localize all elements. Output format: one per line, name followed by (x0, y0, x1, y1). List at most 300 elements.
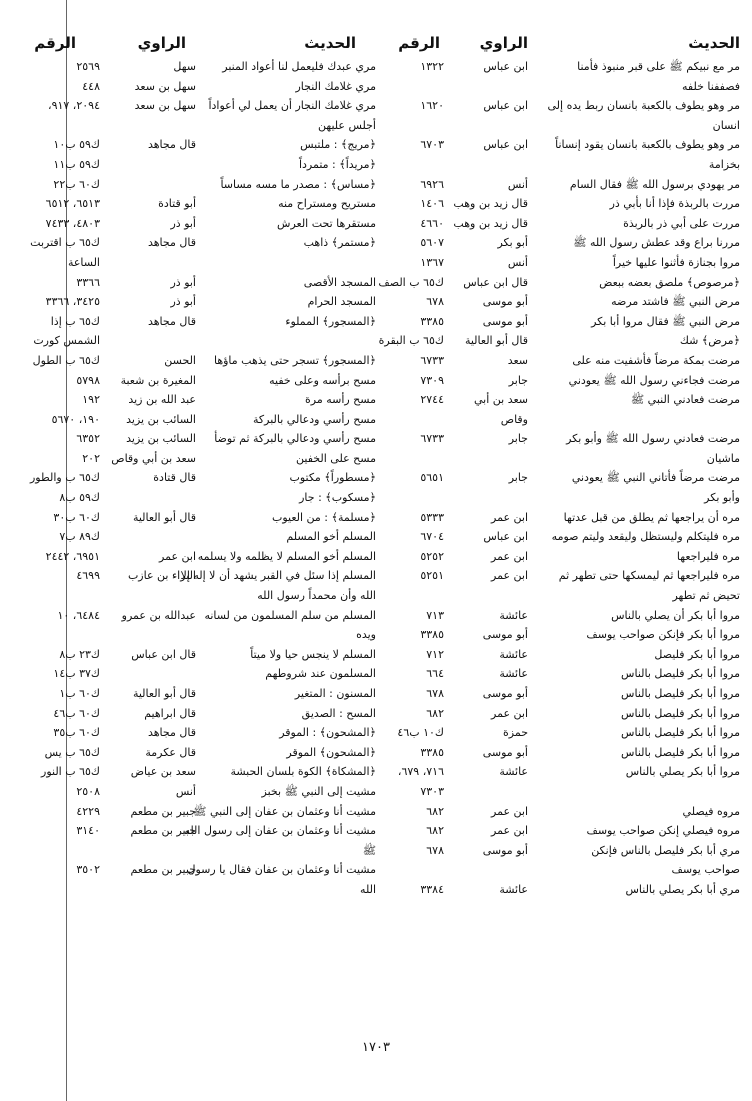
narrator: سهل (173, 60, 196, 73)
narrator: سهل بن سعد (134, 99, 196, 113)
index-entry (2, 881, 376, 901)
narrator: أبو ذر (170, 216, 196, 230)
narrator: وقاص (500, 412, 528, 426)
reference-number: ٣٣٨٤ (420, 882, 444, 896)
hadith-text: المسلم لا ينجس حيا ولا ميتاً (250, 647, 376, 661)
hadith-text: ﴿مسطوراً﴾ مكتوب (289, 471, 376, 485)
index-entry (378, 156, 740, 176)
index-entry (2, 469, 376, 489)
reference-number: ٤٢٢٩ (76, 804, 100, 818)
hadith-text: الله (360, 882, 376, 896)
hadith-text: مسح على الخفين (296, 451, 376, 465)
index-entry (2, 117, 376, 137)
left-column (2, 30, 376, 901)
narrator: أبو موسى (482, 628, 528, 642)
hadith-text: صواحب يوسف (671, 863, 740, 877)
index-entry (378, 783, 740, 803)
hadith-text: مروا أبا بكر فليصل (654, 647, 740, 661)
reference-number: ٦٧٨ (426, 295, 444, 309)
narrator: ابن عمر (491, 706, 528, 720)
reference-number: ٣١٤٠ (76, 824, 100, 838)
hadith-text: مسح رأسه مرة (304, 393, 376, 407)
narrator: ابن عمر (491, 549, 528, 563)
hadith-text: مري غلامك النجار (295, 79, 376, 93)
index-entry (378, 763, 740, 783)
hadith-text: مرض النبي ﷺ فاشتد مرضه (611, 295, 740, 309)
index-entry (378, 842, 740, 862)
hadith-text: وأبو بكر (704, 491, 740, 505)
index-entry (2, 391, 376, 411)
page-number: ١٧٠٣ (362, 1040, 390, 1055)
index-entry (2, 234, 376, 254)
index-entry (378, 254, 740, 274)
index-entry (2, 861, 376, 881)
reference-number: ٥٣٣٣ (420, 510, 444, 524)
hadith-text: مشيت إلى النبي ﷺ بخبز (261, 784, 376, 798)
hadith-text: المسلم من سلم المسلمون من لسانه (204, 608, 376, 622)
index-entry (2, 97, 376, 117)
index-entry (378, 685, 740, 705)
reference-number: ٦٧٠٤ (420, 530, 444, 544)
narrator: قال مجاهد (147, 314, 196, 328)
index-entry (2, 783, 376, 803)
reference-number: ٧١٣ (426, 608, 444, 622)
index-entry (2, 528, 376, 548)
hadith-text: مروا أبا بكر أن يصلي بالناس (611, 608, 740, 622)
narrator: ابن عباس (483, 60, 528, 73)
reference-number: ٢٠٢ (82, 451, 100, 465)
hadith-text: مرض النبي ﷺ فقال مروا أبا بكر (591, 314, 740, 328)
hadith-text: ﴿المشحون﴾ : الموقر (279, 726, 376, 740)
index-entry (2, 372, 376, 392)
index-entry (2, 626, 376, 646)
narrator: جبير بن مطعم (130, 824, 196, 838)
index-entry (2, 489, 376, 509)
hadith-text: مروا أبا بكر فإنكن صواحب يوسف (586, 628, 740, 642)
narrator: سعد بن عياض (130, 765, 196, 779)
hadith-text: المسجد الأقصى (303, 275, 376, 289)
reference-number: ٦٩٢٦ (420, 177, 444, 191)
index-entry (378, 705, 740, 725)
index-entry (378, 528, 740, 548)
reference-number: ٢٥٠٨ (76, 784, 100, 798)
index-entry (2, 136, 376, 156)
hadith-text: المسلمون عند شروطهم (265, 667, 376, 681)
index-entry (378, 430, 740, 450)
narrator: ابن عمر (491, 804, 528, 818)
header-rawi: الراوي (137, 34, 186, 52)
hadith-text: ﴿المسجور﴾ المملوء (285, 314, 376, 328)
hadith-text: ﴿مرصوص﴾ ملصق بعضه ببعض (599, 275, 740, 289)
hadith-text: ﴿مريداً﴾ : متمرداً (298, 157, 376, 171)
hadith-text: مشيت أنا وعثمان بن عفان إلى رسول الله (184, 824, 376, 838)
narrator: سهل بن سعد (134, 79, 196, 93)
index-entry (378, 97, 740, 117)
narrator: قال مجاهد (147, 138, 196, 152)
reference-number: ك٦٥ ب والطور (30, 471, 100, 485)
hadith-text: ماشيان (706, 451, 740, 465)
hadith-text: مسح رأسي ودعالي بالبركة ثم توضأ (214, 432, 376, 446)
header-hadith: الحديث (304, 34, 356, 52)
reference-number: ٦٦٤ (426, 667, 444, 681)
index-entry (2, 587, 376, 607)
reference-number: ٤٦٦٠ (420, 216, 444, 230)
index-entry (378, 881, 740, 901)
hadith-text: مسح رأسي ودعالي بالبركة (253, 412, 376, 426)
index-entry (378, 469, 740, 489)
reference-number: ٦٧٨ (426, 687, 444, 700)
narrator: أبو قتادة (158, 197, 196, 211)
reference-number: ٣٣٨٥ (420, 628, 444, 642)
reference-number: ١٣٢٢ (420, 60, 444, 73)
hadith-text: ﴿المشكاة﴾ الكوة بلسان الحبشة (230, 765, 376, 779)
index-entry (378, 313, 740, 333)
index-entry (2, 215, 376, 235)
index-entry (2, 607, 376, 627)
narrator: قال عكرمة (145, 745, 196, 759)
index-entry (378, 411, 740, 431)
hadith-text: مروا أبا بكر فليصل بالناس (621, 726, 740, 740)
narrator: قال قتادة (153, 471, 196, 485)
reference-number: ٥٦٠٧ (420, 236, 444, 250)
index-entry (378, 293, 740, 313)
reference-number: ٦٤٨٤، ١٠ (57, 608, 100, 622)
index-entry (378, 58, 740, 78)
reference-number: ك٦٥ ب البقرة (378, 334, 444, 348)
narrator: السائب بن يزيد (126, 412, 196, 426)
index-entry (2, 665, 376, 685)
index-entry (378, 391, 740, 411)
reference-number: ٦٨٢ (426, 824, 444, 838)
reference-number: ٧٣٠٩ (420, 373, 444, 387)
narrator: عبدالله بن عمرو (121, 608, 196, 622)
index-entry (2, 842, 376, 862)
index-entry (378, 117, 740, 137)
hadith-text: مروا أبا بكر فليصل بالناس (621, 687, 740, 700)
narrator: السائب بن يزيد (126, 432, 196, 446)
narrator: أنس (507, 255, 528, 269)
narrator: أبو موسى (482, 745, 528, 759)
hadith-text: مره فليراجعها ثم ليمسكها حتى تطهر ثم (558, 569, 740, 583)
hadith-text: مر يهودي برسول الله ﷺ فقال السام (569, 177, 740, 191)
reference-number: ٥٧٩٨ (76, 373, 100, 387)
hadith-text: مروا أبا بكر فليصل بالناس (621, 706, 740, 720)
reference-number: ك٦٥ ب اقتربت (30, 236, 100, 250)
reference-number: ٧٣٠٣ (420, 784, 444, 798)
narrator: قال أبو العالية (132, 687, 196, 700)
index-entry (2, 430, 376, 450)
index-entry (2, 254, 376, 274)
narrator: قال ابراهيم (144, 706, 196, 720)
narrator: قال أبو العالية (132, 510, 196, 524)
index-entry (2, 724, 376, 744)
index-entry (378, 646, 740, 666)
reference-number: ٥٢٥٢ (420, 549, 444, 563)
narrator: ابن عباس (483, 530, 528, 544)
left-column-header (2, 30, 376, 58)
narrator: جابر (508, 471, 528, 485)
narrator: سعد بن أبي (473, 393, 528, 407)
narrator: سعد بن أبي وقاص (111, 451, 196, 465)
hadith-text: مر وهو يطوف بالكعبة بانسان ربط يده إلى (547, 99, 740, 113)
index-entry (378, 352, 740, 372)
narrator: البراء بن عازب (127, 569, 196, 583)
index-entry (2, 705, 376, 725)
header-raqm: الرقم (398, 34, 440, 52)
hadith-text: مره فليتكلم وليستظل وليقعد وليتم صومه (551, 530, 740, 544)
narrator: جابر (508, 373, 528, 387)
narrator: عائشة (499, 667, 528, 681)
narrator: ابن عمر (491, 824, 528, 838)
narrator: أبو موسى (482, 314, 528, 328)
index-entry (2, 313, 376, 333)
left-rows (2, 58, 376, 901)
reference-number: ٦٧٠٣ (420, 138, 444, 152)
index-entry (2, 646, 376, 666)
hadith-text: مشيت أنا وعثمان بن عفان فقال يا رسول (187, 863, 376, 877)
reference-number: ٦٨٢ (426, 804, 444, 818)
hadith-text: الله وأن محمداً رسول الله (257, 589, 376, 603)
hadith-text: مررنا براع وقد عطش رسول الله ﷺ (573, 236, 740, 250)
narrator: جبير بن مطعم (130, 804, 196, 818)
narrator: عبد الله بن زيد (128, 393, 196, 407)
header-rawi: الراوي (479, 34, 528, 52)
hadith-text: مستريح ومستراح منه (278, 197, 376, 211)
hadith-text: مررت بالربذة فإذا أنا بأبي ذر (609, 197, 740, 211)
narrator: قال مجاهد (147, 236, 196, 250)
hadith-text: ﴿مساس﴾ : مصدر ما مسه مساساً (220, 177, 376, 191)
index-entry (2, 567, 376, 587)
hadith-text: ﴿مسلمة﴾ : من العيوب (271, 510, 376, 524)
index-entry (2, 78, 376, 98)
index-entry (2, 274, 376, 294)
index-entry (378, 78, 740, 98)
index-entry (378, 822, 740, 842)
index-entry (378, 372, 740, 392)
reference-number: ١٦٢٠ (420, 99, 444, 113)
narrator: أبو بكر (497, 236, 528, 250)
index-entry (378, 724, 740, 744)
reference-number: ك٥٩ ب٨ (59, 491, 100, 505)
reference-number: ٤٦٩٩ (76, 569, 100, 583)
narrator: جابر (508, 432, 528, 446)
hadith-text: بخزامة (708, 157, 740, 171)
reference-number: الساعة (67, 255, 100, 269)
hadith-text: مر مع نبيكم ﷺ على قبر منبوذ فأمنا (577, 60, 740, 73)
hadith-text: مري عبدك فليعمل لنا أعواد المنبر (222, 60, 376, 73)
hadith-text: مرضت فعادني النبي ﷺ (630, 393, 740, 407)
right-column (378, 30, 740, 901)
index-entry (2, 58, 376, 78)
narrator: أبو ذر (170, 295, 196, 309)
narrator: ابن عباس (483, 99, 528, 113)
reference-number: ك٥٩ ب١٠ (53, 138, 100, 152)
reference-number: ٤٨٠٣، ٧٤٣٣ (45, 216, 100, 230)
index-entry (2, 176, 376, 196)
reference-number: ٣٥٠٢ (76, 863, 100, 877)
hadith-text: المسجد الحرام (307, 295, 376, 309)
index-entry (378, 665, 740, 685)
hadith-text: ﴿المسجور﴾ تسجر حتى يذهب ماؤها (213, 353, 376, 367)
index-entry (378, 626, 740, 646)
reference-number: ك٦٥ ب إذا (50, 314, 100, 328)
reference-number: ك٦٠ ب٤٦ (53, 706, 100, 720)
narrator: قال ابن عباس (463, 275, 528, 289)
reference-number: ١٩٠، ٥٦٧٠ (51, 412, 100, 426)
hadith-text: مروه فيصلي (682, 804, 740, 818)
reference-number: ٦٧٣٣ (420, 353, 444, 367)
index-entry (2, 685, 376, 705)
narrator: سعد (507, 353, 528, 367)
hadith-text: المسلم إذا سئل في القبر يشهد أن لا إله إلا (180, 569, 376, 583)
index-entry (378, 450, 740, 470)
index-entry (378, 607, 740, 627)
reference-number: ك٣٧ ب١٤ (53, 667, 100, 681)
index-entry (378, 332, 740, 352)
reference-number: ك١٠ ب٤٦ (397, 726, 444, 740)
narrator: أنس (175, 784, 196, 798)
reference-number: ك٦٥ ب الطول (32, 353, 100, 367)
index-entry (378, 567, 740, 587)
narrator: قال مجاهد (147, 726, 196, 740)
reference-number: ٢٠٩٤، ٩١٧، (48, 99, 100, 113)
index-entry (378, 587, 740, 607)
hadith-text: مشيت أنا وعثمان بن عفان إلى النبي ﷺ (193, 804, 376, 818)
index-entry (2, 332, 376, 352)
hadith-text: ﴿مسكوب﴾ : جار (299, 491, 376, 505)
right-column-header (378, 30, 740, 58)
reference-number: ٦٩٥١، ٢٤٤٢ (45, 549, 100, 563)
narrator: عائشة (499, 765, 528, 779)
narrator: أنس (507, 177, 528, 191)
hadith-text: ﴿مرض﴾ شك (679, 334, 740, 348)
index-entry (378, 176, 740, 196)
hadith-text: المسح : الصديق (301, 706, 376, 720)
reference-number: ٦٧٣٣ (420, 432, 444, 446)
reference-number: ٦٨٢ (426, 706, 444, 720)
hadith-text: مرضت فجاءني رسول الله ﷺ يعودني (568, 373, 740, 387)
reference-number: ٥٦٥١ (420, 471, 444, 485)
reference-number: ك٦٠ ب١ (59, 687, 100, 700)
hadith-text: ﴿المشحون﴾ الموقر (286, 745, 376, 759)
hadith-text: ويده (356, 628, 376, 642)
reference-number: ٣٣٨٥ (420, 314, 444, 328)
reference-number: ١٤٠٦ (420, 197, 444, 211)
index-entry (2, 744, 376, 764)
hadith-text: مرضت مرضاً فأتاني النبي ﷺ يعودني (571, 471, 740, 485)
narrator: عائشة (499, 608, 528, 622)
hadith-text: مره فليراجعها (676, 549, 740, 563)
reference-number: ٣٣٦٦ (76, 275, 100, 289)
reference-number: ٣٣٨٥ (420, 745, 444, 759)
index-entry (2, 411, 376, 431)
hadith-text: مررت على أبي ذر بالربذة (623, 216, 740, 230)
hadith-text: انسان (712, 118, 740, 132)
index-entry (378, 215, 740, 235)
narrator: عائشة (499, 882, 528, 896)
index-entry (378, 136, 740, 156)
reference-number: ك٦٥ ب الصف (378, 275, 444, 289)
index-entry (2, 822, 376, 842)
index-entry (2, 156, 376, 176)
header-raqm: الرقم (34, 34, 76, 52)
hadith-text: ﴿مستمر﴾ ذاهب (303, 236, 376, 250)
index-entry (378, 509, 740, 529)
narrator: ابن عمر (159, 549, 196, 563)
reference-number: ك٦٥ ب النور (41, 765, 100, 779)
hadith-text: مروا أبا بكر يصلي بالناس (625, 765, 740, 779)
narrator: الحسن (164, 353, 196, 367)
narrator: قال ابن عباس (131, 647, 196, 661)
reference-number: ٥٢٥١ (420, 569, 444, 583)
index-entry (378, 234, 740, 254)
index-entry (378, 803, 740, 823)
hadith-text: تحيض ثم تطهر (672, 589, 740, 603)
index-entry (378, 861, 740, 881)
reference-number: ٧١٦، ٦٧٩، (397, 765, 444, 779)
narrator: عائشة (499, 647, 528, 661)
hadith-text: مروا أبا بكر فليصل بالناس (621, 667, 740, 681)
narrator: المغيرة بن شعبة (120, 373, 196, 387)
hadith-text: مسح برأسه وعلى خفيه (269, 373, 376, 387)
narrator: جبير بن مطعم (130, 863, 196, 877)
index-entry (2, 293, 376, 313)
header-hadith: الحديث (688, 34, 740, 52)
index-entry (2, 803, 376, 823)
index-entry (2, 509, 376, 529)
hadith-text: مروا أبا بكر فليصل بالناس (621, 745, 740, 759)
hadith-text: مره أن يراجعها ثم يطلق من قبل عدتها (563, 510, 740, 524)
narrator: ابن عمر (491, 510, 528, 524)
reference-number: ك٦٥ ب يس (44, 745, 100, 759)
index-entry (2, 352, 376, 372)
index-entry (378, 548, 740, 568)
index-entry (378, 274, 740, 294)
narrator: قال زيد بن وهب (453, 197, 528, 211)
index-entry (378, 489, 740, 509)
narrator: أبو موسى (482, 295, 528, 309)
reference-number: ك٦٠ ب٣٠ (53, 510, 100, 524)
hadith-text: أجلس عليهن (318, 118, 376, 132)
reference-number: ١٣٦٧ (420, 255, 444, 269)
reference-number: ك٢٣ ب٨ (59, 647, 100, 661)
hadith-text: مري أبا بكر فليصل بالناس فإنكن (591, 843, 740, 857)
hadith-text: مروا بجنازة فأثنوا عليها خيراً (612, 255, 740, 269)
hadith-text: مرضت فعادني رسول الله ﷺ وأبو بكر (566, 432, 740, 446)
hadith-text: ﷺ (362, 843, 376, 857)
index-entry (2, 450, 376, 470)
reference-number: الشمس كورت (33, 334, 100, 348)
hadith-text: مروه فيصلي إنكن صواحب يوسف (586, 824, 740, 838)
hadith-text: المسلم أخو المسلم لا يظلمه ولا يسلمه (197, 549, 376, 563)
index-entry (2, 763, 376, 783)
right-rows (378, 58, 740, 901)
narrator: ابن عمر (491, 569, 528, 583)
reference-number: ١٩٢ (82, 393, 100, 407)
index-entry (2, 195, 376, 215)
narrator: أبو موسى (482, 843, 528, 857)
hadith-text: مر وهو يطوف بالكعبة بانسان يقود إنساناً (555, 138, 740, 152)
reference-number: ٦٣٥٢ (76, 432, 100, 446)
reference-number: ك٨٩ ب٧ (59, 530, 100, 544)
hadith-text: ﴿مريج﴾ : ملتبس (300, 138, 376, 152)
reference-number: ٢٥٦٩ (76, 60, 100, 73)
index-entry (378, 744, 740, 764)
narrator: قال زيد بن وهب (453, 216, 528, 230)
narrator: ابن عباس (483, 138, 528, 152)
narrator: قال أبو العالية (464, 334, 528, 348)
hadith-text: فصففنا خلفه (682, 79, 740, 93)
